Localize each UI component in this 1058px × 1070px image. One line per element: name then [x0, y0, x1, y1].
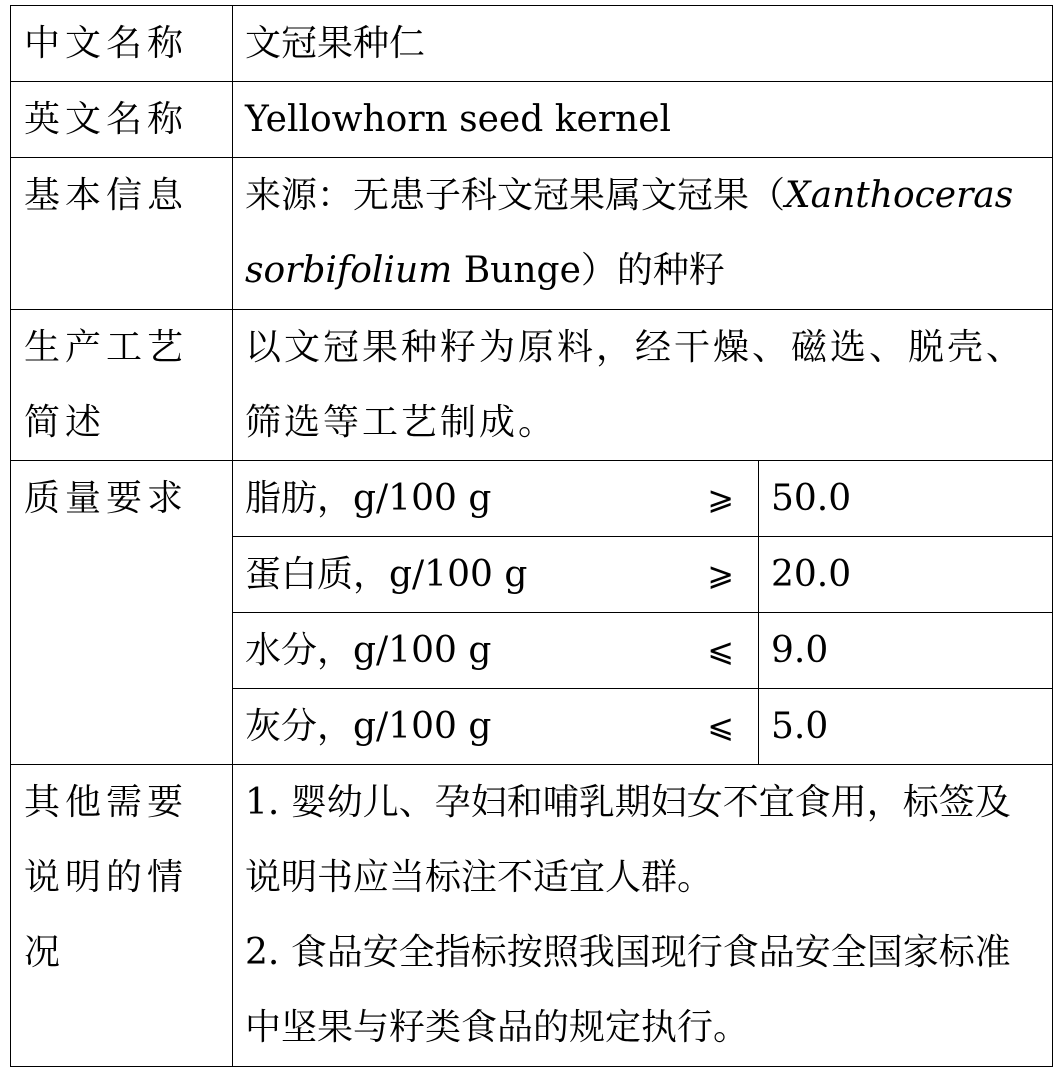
- cn-name-value: 文冠果种仁: [233, 6, 1053, 82]
- process-value: 以文冠果种籽为原料，经干燥、磁选、脱壳、筛选等工艺制成。: [233, 310, 1053, 461]
- quality-item-operator: ⩾: [707, 555, 734, 593]
- basic-info-suffix: ）的种籽: [580, 250, 725, 291]
- note-2: 2. 食品安全指标按照我国现行食品安全国家标准中坚果与籽类食品的规定执行。: [245, 932, 1011, 1048]
- quality-item-name: 灰分，g/100 g: [245, 706, 492, 747]
- specification-table: [10, 5, 1053, 1067]
- quality-item-value: 9.0: [759, 613, 1053, 689]
- basic-info-label: 基本信息: [11, 158, 233, 310]
- cn-name-label: 中文名称: [11, 6, 233, 82]
- basic-info-prefix: 来源：无患子科文冠果属文冠果（: [245, 175, 786, 216]
- quality-item-operator: ⩾: [707, 479, 734, 517]
- quality-item-value: 50.0: [759, 461, 1053, 537]
- row-process: [11, 310, 1053, 461]
- quality-item-value: 5.0: [759, 689, 1053, 765]
- scientific-name: Xanthoceras sorbifolium: [245, 175, 1014, 291]
- quality-item-name: 水分，g/100 g: [245, 630, 492, 671]
- row-other: [11, 765, 1053, 1067]
- quality-item-name: 脂肪，g/100 g: [245, 478, 492, 519]
- other-notes: [233, 765, 1053, 1067]
- row-en-name: [11, 82, 1053, 158]
- authority: Bunge: [452, 250, 581, 291]
- quality-item-operator: ⩽: [707, 707, 734, 745]
- quality-item: [233, 689, 759, 765]
- en-name-label: 英文名称: [11, 82, 233, 158]
- basic-info-value: [233, 158, 1053, 310]
- note-1: 1. 婴幼儿、孕妇和哺乳期妇女不宜食用，标签及说明书应当标注不适宜人群。: [245, 782, 1011, 898]
- quality-item: [233, 461, 759, 537]
- quality-item-operator: ⩽: [707, 631, 734, 669]
- quality-item: [233, 537, 759, 613]
- row-cn-name: [11, 6, 1053, 82]
- quality-item: [233, 613, 759, 689]
- en-name-value: Yellowhorn seed kernel: [233, 82, 1053, 158]
- row-basic-info: [11, 158, 1053, 310]
- row-quality-0: [11, 461, 1053, 537]
- process-label: 生产工艺简述: [11, 310, 233, 461]
- other-label: 其他需要说明的情况: [11, 765, 233, 1067]
- quality-item-value: 20.0: [759, 537, 1053, 613]
- quality-item-name: 蛋白质，g/100 g: [245, 554, 528, 595]
- quality-label: 质量要求: [11, 461, 233, 765]
